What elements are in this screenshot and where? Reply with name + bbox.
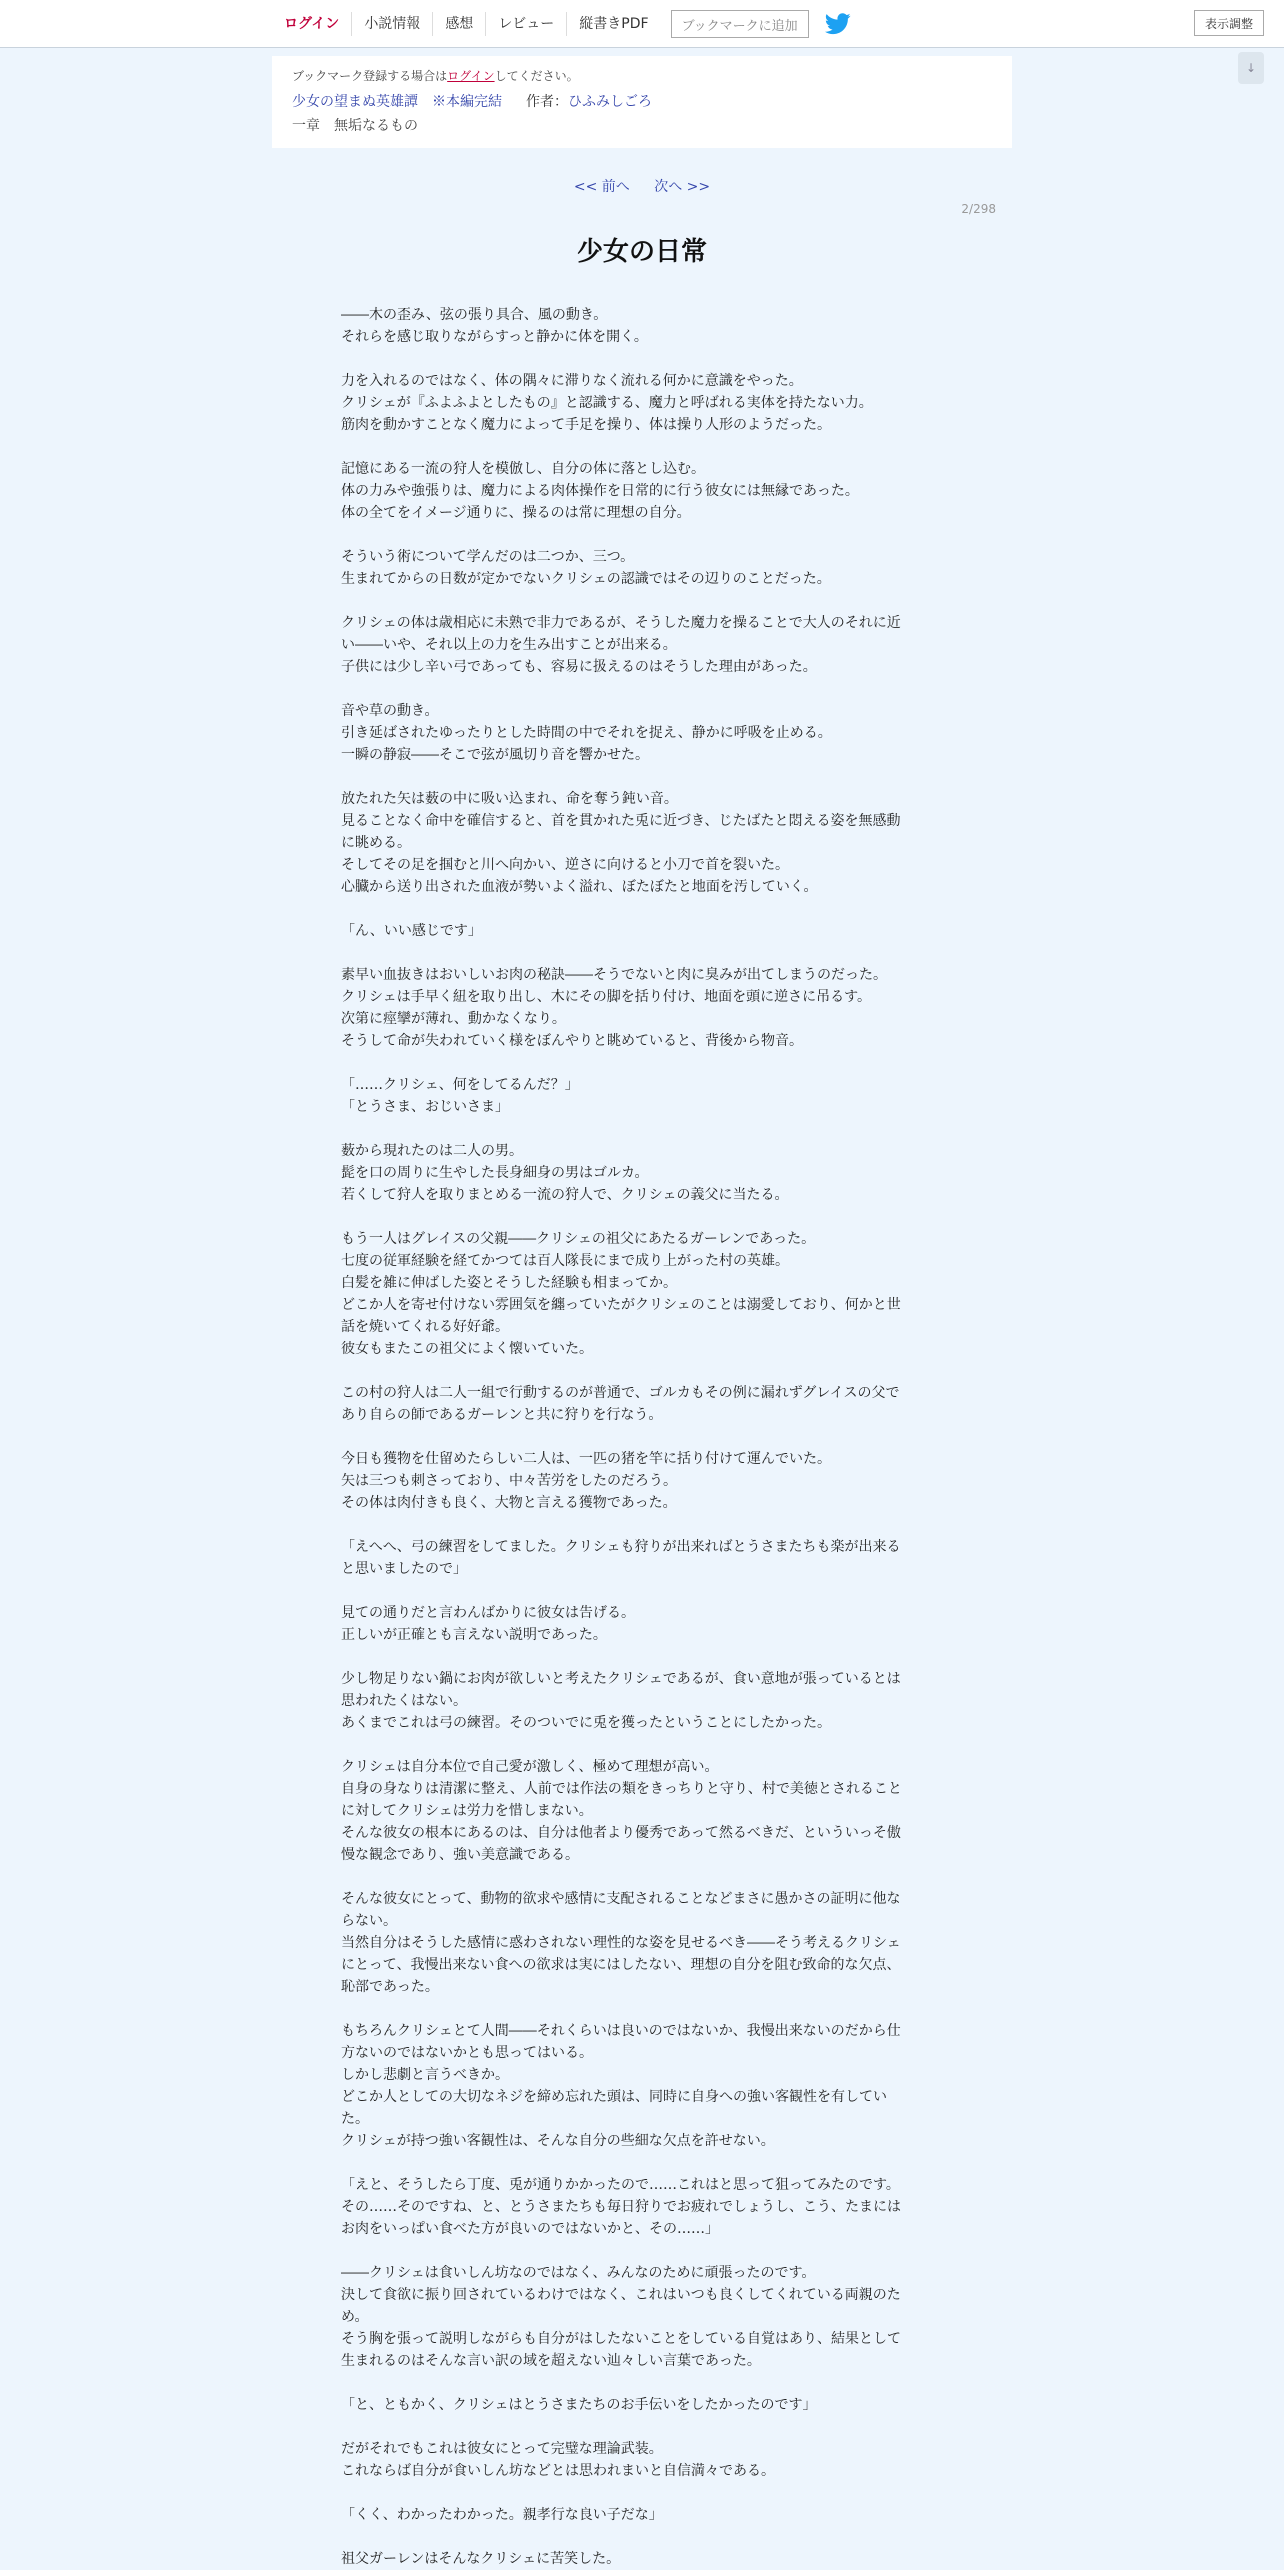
body-line	[341, 942, 943, 964]
body-line: そしてその足を掴むと川へ向かい、逆さに向けると小刀で首を裂いた。	[341, 857, 789, 873]
body-line	[341, 2526, 943, 2548]
body-line: ――木の歪み、弦の張り具合、風の動き。	[341, 307, 608, 323]
nav-novel-info[interactable]: 小説情報	[351, 12, 432, 36]
body-line	[341, 898, 943, 920]
novel-info-box	[272, 56, 1012, 148]
body-line: 方ないのではないかとも思ってはいる。	[341, 2045, 593, 2061]
body-line	[341, 1426, 943, 1448]
body-line: 思われたくはない。	[341, 1693, 467, 1709]
body-line: その体は肉付きも良く、大物と言える獲物であった。	[341, 1495, 677, 1511]
bookmark-add-button[interactable]: ブックマークに追加	[671, 10, 809, 38]
body-line: 見ての通りだと言わんばかりに彼女は告げる。	[341, 1605, 635, 1621]
notice-login-link[interactable]: ログイン	[447, 69, 495, 83]
body-line: それらを感じ取りながらすっと静かに体を開く。	[341, 329, 648, 345]
episode-title: 少女の日常	[576, 237, 707, 267]
novel-body	[341, 304, 943, 2570]
body-line: 彼女もまたこの祖父によく懐いていた。	[341, 1341, 593, 1357]
body-line	[341, 1998, 943, 2020]
body-line: クリシェは自分本位で自己愛が激しく、極めて理想が高い。	[341, 1759, 719, 1775]
display-settings-button[interactable]: 表示調整	[1194, 10, 1264, 36]
pager	[0, 176, 1284, 196]
notice-text-after: してください。	[494, 69, 579, 83]
body-line: 自身の身なりは清潔に整え、人前では作法の類をきっちりと守り、村で美徳とされること	[341, 1781, 902, 1797]
nav-vertical-pdf[interactable]: 縦書きPDF	[566, 12, 660, 36]
body-line: クリシェが持つ強い客観性は、そんな自分の些細な欠点を許せない。	[341, 2133, 775, 2149]
body-line	[341, 1866, 943, 1888]
body-line: ――クリシェは食いしん坊なのではなく、みんなのために頑張ったのです。	[341, 2265, 816, 2281]
body-line: 子供には少し辛い弓であっても、容易に扱えるのはそうした理由があった。	[341, 659, 817, 675]
body-line	[341, 1118, 943, 1140]
nav-login[interactable]: ログイン	[284, 16, 340, 32]
body-line: 体の力みや強張りは、魔力による肉体操作を日常的に行う彼女には無縁であった。	[341, 483, 859, 499]
body-line: 少し物足りない鍋にお肉が欲しいと考えたクリシェであるが、食い意地が張っているとは	[341, 1671, 901, 1687]
body-line: た。	[341, 2111, 369, 2127]
author-label: 作者：	[526, 94, 568, 110]
body-line: 今日も獲物を仕留めたらしい二人は、一匹の猪を竿に括り付けて運んでいた。	[341, 1451, 831, 1467]
notice-text-before: ブックマーク登録する場合は	[292, 69, 448, 83]
body-line	[341, 766, 943, 788]
novel-title-link[interactable]: 少女の望まぬ英雄譚	[292, 94, 418, 110]
body-line	[341, 1514, 943, 1536]
body-line: 「ん、いい感じです」	[341, 923, 482, 939]
nav-bar	[272, 0, 851, 48]
body-line	[341, 348, 943, 370]
body-line: 放たれた矢は薮の中に吸い込まれ、命を奪う鈍い音。	[341, 791, 678, 807]
body-line: もちろんクリシェとて人間――それくらいは良いのではないか、我慢出来ないのだから仕	[341, 2023, 901, 2039]
body-line	[341, 436, 943, 458]
page-counter: 2/298	[961, 202, 996, 216]
completion-note: ※本編完結	[432, 94, 502, 110]
body-line: 「……クリシェ、何をしてるんだ？」	[341, 1077, 579, 1093]
body-line: 若くして狩人を取りまとめる一流の狩人で、クリシェの義父に当たる。	[341, 1187, 789, 1203]
body-line: 決して食欲に振り回されているわけではなく、これはいつも良くしてくれている両親のた	[341, 2287, 901, 2303]
prev-page-link[interactable]: << 前へ	[573, 179, 630, 195]
body-line: 矢は三つも刺さっており、中々苦労をしたのだろう。	[341, 1473, 677, 1489]
body-line: 恥部であった。	[341, 1979, 439, 1995]
body-line: 正しいが正確とも言えない説明であった。	[341, 1627, 607, 1643]
body-line: 筋肉を動かすことなく魔力によって手足を操り、体は操り人形のようだった。	[341, 417, 831, 433]
body-line: 引き延ばされたゆったりとした時間の中でそれを捉え、静かに呼吸を止める。	[341, 725, 832, 741]
body-line: 体の全てをイメージ通りに、操るのは常に理想の自分。	[341, 505, 691, 521]
body-line: そんな彼女の根本にあるのは、自分は他者より優秀であって然るべきだ、といういっそ傲	[341, 1825, 901, 1841]
body-line: 当然自分はそうした感情に惑わされない理性的な姿を見せるべき――そう考えるクリシェ	[341, 1935, 901, 1951]
body-line: に眺める。	[341, 835, 411, 851]
body-line: め。	[341, 2309, 369, 2325]
body-line: 「とうさま、おじいさま」	[341, 1099, 509, 1115]
body-line	[341, 1580, 943, 1602]
body-line: どこか人としての大切なネジを締め忘れた頭は、同時に自身への強い客観性を有してい	[341, 2089, 887, 2105]
body-line	[341, 524, 943, 546]
nav-impressions[interactable]: 感想	[432, 12, 485, 36]
body-line: 薮から現れたのは二人の男。	[341, 1143, 523, 1159]
body-line: 素早い血抜きはおいしいお肉の秘訣――そうでないと肉に臭みが出てしまうのだった。	[341, 967, 887, 983]
body-line: 祖父ガーレンはそんなクリシェに苦笑した。	[341, 2551, 621, 2567]
body-line	[341, 1360, 943, 1382]
body-line: この村の狩人は二人一組で行動するのが普通で、ゴルカもその例に漏れずグレイスの父で	[341, 1385, 900, 1401]
body-line: らない。	[341, 1913, 397, 1929]
body-line: その……そのですね、と、とうさまたちも毎日狩りでお疲れでしょうし、こう、たまには	[341, 2199, 901, 2215]
novel-meta	[292, 90, 992, 114]
body-line	[341, 2240, 943, 2262]
body-line: 見ることなく命中を確信すると、首を貫かれた兎に近づき、じたばたと悶える姿を無感動	[341, 813, 901, 829]
next-page-link[interactable]: 次へ >>	[654, 179, 711, 195]
body-line: 七度の従軍経験を経てかつては百人隊長にまで成り上がった村の英雄。	[341, 1253, 789, 1269]
body-line	[341, 2152, 943, 2174]
body-line: 次第に痙攣が薄れ、動かなくなり。	[341, 1011, 566, 1027]
body-line: い――いや、それ以上の力を生み出すことが出来る。	[341, 637, 677, 653]
body-line: あり自らの師であるガーレンと共に狩りを行なう。	[341, 1407, 663, 1423]
body-line: そういう術について学んだのは二つか、三つ。	[341, 549, 635, 565]
twitter-icon[interactable]	[825, 13, 851, 35]
nav-review[interactable]: レビュー	[485, 12, 566, 36]
body-line	[341, 1646, 943, 1668]
chapter-name: 一章 無垢なるもの	[292, 118, 418, 134]
body-line: 力を入れるのではなく、体の隅々に滞りなく流れる何かに意識をやった。	[341, 373, 803, 389]
body-line: 一瞬の静寂――そこで弦が風切り音を響かせた。	[341, 747, 649, 763]
body-line: 生まれるのはそんな言い訳の域を超えない辿々しい言葉であった。	[341, 2353, 761, 2369]
body-line	[341, 2482, 943, 2504]
body-line: 「くく、わかったわかった。親孝行な良い子だな」	[341, 2507, 663, 2523]
body-line: 心臓から送り出された血液が勢いよく溢れ、ぼたぼたと地面を汚していく。	[341, 879, 818, 895]
body-line: あくまでこれは弓の練習。そのついでに兎を獲ったということにしたかった。	[341, 1715, 831, 1731]
body-line: そんな彼女にとって、動物的欲求や感情に支配されることなどまさに愚かさの証明に他な	[341, 1891, 901, 1907]
body-line: お肉をいっぱい食べた方が良いのではないかと、その……」	[341, 2221, 719, 2237]
body-line	[341, 2416, 943, 2438]
body-line: 記憶にある一流の狩人を模倣し、自分の体に落とし込む。	[341, 461, 705, 477]
body-line: どこか人を寄せ付けない雰囲気を纏っていたがクリシェのことは溺愛しており、何かと世	[341, 1297, 901, 1313]
body-line: に対してクリシェは労力を惜しまない。	[341, 1803, 593, 1819]
body-line: もう一人はグレイスの父親――クリシェの祖父にあたるガーレンであった。	[341, 1231, 816, 1247]
body-line: しかし悲劇と言うべきか。	[341, 2067, 509, 2083]
body-line	[341, 1206, 943, 1228]
body-line: これならば自分が食いしん坊などとは思われまいと自信満々である。	[341, 2463, 775, 2479]
body-line	[341, 1734, 943, 1756]
body-line: 「と、ともかく、クリシェはとうさまたちのお手伝いをしたかったのです」	[341, 2397, 817, 2413]
body-line: 生まれてからの日数が定かでないクリシェの認識ではその辺りのことだった。	[341, 571, 831, 587]
body-line: そう胸を張って説明しながらも自分がはしたないことをしている自覚はあり、結果として	[341, 2331, 901, 2347]
body-line	[341, 2372, 943, 2394]
body-line: そうして命が失われていく様をぼんやりと眺めていると、背後から物音。	[341, 1033, 803, 1049]
site-header	[0, 0, 1284, 48]
body-line: 慢な観念であり、強い美意識である。	[341, 1847, 579, 1863]
scroll-down-button[interactable]: ↓	[1238, 52, 1264, 84]
body-line: クリシェの体は歳相応に未熟で非力であるが、そうした魔力を操ることで大人のそれに近	[341, 615, 901, 631]
body-line: 「えへへ、弓の練習をしてました。クリシェも狩りが出来ればとうさまたちも楽が出来る	[341, 1539, 901, 1555]
body-line: にとって、我慢出来ない食への欲求は実にはしたない、理想の自分を阻む致命的な欠点、	[341, 1957, 901, 1973]
body-line: 髭を口の周りに生やした長身細身の男はゴルカ。	[341, 1165, 649, 1181]
body-line: 「えと、そうしたら丁度、兎が通りかかったので……これはと思って狙ってみたのです。	[341, 2177, 900, 2193]
body-line: 音や草の動き。	[341, 703, 439, 719]
body-line	[341, 678, 943, 700]
bookmark-notice	[292, 64, 992, 88]
body-line: だがそれでもこれは彼女にとって完璧な理論武装。	[341, 2441, 663, 2457]
body-line: 話を焼いてくれる好好爺。	[341, 1319, 509, 1335]
body-line: 白髪を雑に伸ばした姿とそうした経験も相まってか。	[341, 1275, 677, 1291]
body-line: と思いましたので」	[341, 1561, 467, 1577]
body-line	[341, 1052, 943, 1074]
body-line: クリシェは手早く紐を取り出し、木にその脚を括り付け、地面を頭に逆さに吊るす。	[341, 989, 872, 1005]
body-line: クリシェが『ふよふよとしたもの』と認識する、魔力と呼ばれる実体を持たない力。	[341, 395, 873, 411]
author-link[interactable]: ひふみしごろ	[568, 94, 652, 110]
body-line	[341, 590, 943, 612]
